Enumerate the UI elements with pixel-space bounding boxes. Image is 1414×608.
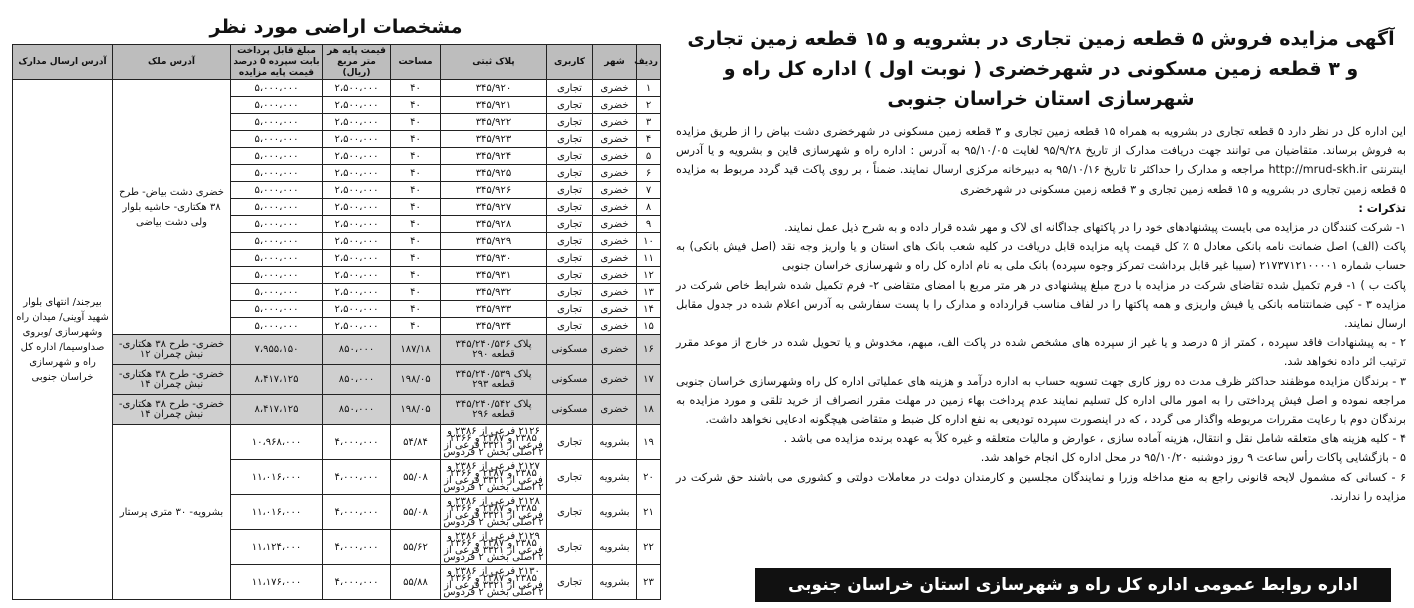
notice-paragraph: ۲ - به پیشنهادات فاقد سپرده ، کمتر از ۵ درصد و یا غیر از سپرده های مشخص شده در پاکت الف، مبهم، مخدوش و یا تحویل شده در خارج از موعد مقرر ترتیب اثر داده نخواهد شد. (676, 336, 1406, 369)
row-number-cell: ۱۳ (637, 284, 661, 301)
use-cell: تجاری (547, 250, 593, 267)
plaque-cell: پلاک ۳۴۵/۲۴۰/۵۳۹ قطعه ۲۹۳ (441, 365, 547, 395)
table-body (13, 80, 661, 600)
area-cell: ۵۵/۸۸ (391, 565, 441, 600)
price-cell: ۲،۵۰۰،۰۰۰ (323, 318, 391, 335)
price-cell: ۴،۰۰۰،۰۰۰ (323, 530, 391, 565)
notice-headline (676, 24, 1406, 114)
plaque-cell: ۳۴۵/۹۲۴ (441, 148, 547, 165)
price-cell: ۲،۵۰۰،۰۰۰ (323, 97, 391, 114)
notice-section (676, 10, 1406, 565)
use-cell: تجاری (547, 267, 593, 284)
deposit-cell: ۱۱،۰۱۶،۰۰۰ (231, 460, 323, 495)
notice-paragraph: ۵ - بازگشایی پاکات رأس ساعت ۹ روز دوشنبه ۹۵/۱۰/۲۰ در محل اداره کل انجام خواهد شد. (980, 451, 1406, 465)
price-cell: ۸۵۰،۰۰۰ (323, 395, 391, 425)
city-cell: خضری (593, 335, 637, 365)
use-cell: تجاری (547, 165, 593, 182)
plaque-cell: ۳۴۵/۹۳۱ (441, 267, 547, 284)
city-cell: خضری (593, 131, 637, 148)
city-cell: بشرویه (593, 495, 637, 530)
city-cell: خضری (593, 318, 637, 335)
plaque-cell: پلاک ۳۴۵/۲۴۰/۵۴۲ قطعه ۲۹۶ (441, 395, 547, 425)
price-cell: ۲،۵۰۰،۰۰۰ (323, 301, 391, 318)
area-cell: ۵۵/۶۲ (391, 530, 441, 565)
plaque-cell: ۲۱۲۸ فرعی از ۲۳۸۶ و ۲۳۸۵ و ۲۳۸۷ و ۲۳۶۶ فرعی از ۳۳۲۱ فرعی از ۲ اصلی بخش ۲ فردوس (441, 495, 547, 530)
city-cell: بشرویه (593, 565, 637, 600)
city-cell: خضری (593, 97, 637, 114)
price-cell: ۲،۵۰۰،۰۰۰ (323, 199, 391, 216)
area-cell: ۴۰ (391, 199, 441, 216)
plaque-cell: ۳۴۵/۹۳۰ (441, 250, 547, 267)
use-cell: تجاری (547, 425, 593, 460)
city-cell: خضری (593, 114, 637, 131)
table-title: مشخصات اراضی مورد نظر (12, 10, 660, 44)
row-number-cell: ۱۹ (637, 425, 661, 460)
city-cell: خضری (593, 267, 637, 284)
city-cell: خضری (593, 301, 637, 318)
city-cell: خضری (593, 165, 637, 182)
area-cell: ۴۰ (391, 182, 441, 199)
price-cell: ۲،۵۰۰،۰۰۰ (323, 80, 391, 97)
deposit-cell: ۵،۰۰۰،۰۰۰ (231, 250, 323, 267)
notice-paragraph: پاکت ب ) ۱- فرم تکمیل شده تقاضای شرکت در مزایده با درج مبلغ پیشنهادی در هر متر مربع با امضای متقاضی ۲- فرم تکمیل شده شرایط خاص شرکت در مزایده ۳ - کپی ضمانتنامه بانکی یا فیش واریزی و همه پاکتها را در لفاف مناسب قرارداده و مدارک را با پست سفارشی به آدرس اعلام شده در جدول مقابل ارسال نمایند. (676, 278, 1407, 331)
area-cell: ۴۰ (391, 131, 441, 148)
price-cell: ۲،۵۰۰،۰۰۰ (323, 233, 391, 250)
row-number-cell: ۲۳ (637, 565, 661, 600)
row-number-cell: ۲۲ (637, 530, 661, 565)
deposit-cell: ۸،۴۱۷،۱۲۵ (231, 365, 323, 395)
address-cell: خضری دشت بیاض- طرح ۳۸ هکتاری- حاشیه بلوار ولی دشت بیاضی (113, 80, 231, 335)
city-cell: خضری (593, 199, 637, 216)
header-area: مساحت (391, 45, 441, 80)
city-cell: بشرویه (593, 530, 637, 565)
city-cell: بشرویه (593, 425, 637, 460)
price-cell: ۸۵۰،۰۰۰ (323, 365, 391, 395)
header-row-number: ردیف (637, 45, 661, 80)
price-cell: ۲،۵۰۰،۰۰۰ (323, 267, 391, 284)
land-specs-table (12, 44, 661, 600)
use-cell: تجاری (547, 565, 593, 600)
deposit-cell: ۵،۰۰۰،۰۰۰ (231, 301, 323, 318)
area-cell: ۴۰ (391, 80, 441, 97)
area-cell: ۴۰ (391, 97, 441, 114)
row-number-cell: ۱۷ (637, 365, 661, 395)
use-cell: تجاری (547, 131, 593, 148)
area-cell: ۴۰ (391, 267, 441, 284)
area-cell: ۵۵/۰۸ (391, 495, 441, 530)
plaque-cell: ۳۴۵/۹۲۹ (441, 233, 547, 250)
row-number-cell: ۱۰ (637, 233, 661, 250)
deposit-cell: ۱۱،۱۷۶،۰۰۰ (231, 565, 323, 600)
city-cell: خضری (593, 365, 637, 395)
row-number-cell: ۲۱ (637, 495, 661, 530)
notice-paragraph: ۶ - کسانی که مشمول لایحه قانونی راجع به منع مداخله وزرا و نمایندگان مجلسین و کارمندان دولت در معاملات دولتی و کشوری می باشند حق شرکت در مزایده را ندارند. (676, 470, 1406, 503)
deposit-cell: ۱۰،۹۶۸،۰۰۰ (231, 425, 323, 460)
deposit-cell: ۱۱،۰۱۶،۰۰۰ (231, 495, 323, 530)
area-cell: ۴۰ (391, 148, 441, 165)
use-cell: تجاری (547, 233, 593, 250)
use-cell: تجاری (547, 301, 593, 318)
notes-heading: تذکرات : (1358, 201, 1406, 215)
area-cell: ۴۰ (391, 250, 441, 267)
row-number-cell: ۳ (637, 114, 661, 131)
footer-banner: اداره روابط عمومی اداره کل راه و شهرسازی استان خراسان جنوبی (755, 568, 1391, 602)
plaque-cell: ۳۴۵/۹۲۳ (441, 131, 547, 148)
address-cell: خضری- طرح ۳۸ هکتاری- نبش چمران ۱۲ (113, 335, 231, 365)
deposit-cell: ۵،۰۰۰،۰۰۰ (231, 318, 323, 335)
area-cell: ۵۵/۰۸ (391, 460, 441, 495)
deposit-cell: ۵،۰۰۰،۰۰۰ (231, 80, 323, 97)
price-cell: ۲،۵۰۰،۰۰۰ (323, 131, 391, 148)
header-address: آدرس ملک (113, 45, 231, 80)
headline-line-1: آگهی مزایده فروش ۵ قطعه زمین تجاری در بشرویه و ۱۵ قطعه زمین تجاری (687, 28, 1395, 50)
plaque-cell: پلاک ۳۴۵/۲۴۰/۵۳۶ قطعه ۲۹۰ (441, 335, 547, 365)
area-cell: ۴۰ (391, 233, 441, 250)
deposit-cell: ۵،۰۰۰،۰۰۰ (231, 148, 323, 165)
notice-body (676, 122, 1406, 506)
plaque-cell: ۳۴۵/۹۲۸ (441, 216, 547, 233)
deposit-cell: ۵،۰۰۰،۰۰۰ (231, 216, 323, 233)
area-cell: ۴۰ (391, 318, 441, 335)
price-cell: ۴،۰۰۰،۰۰۰ (323, 425, 391, 460)
use-cell: تجاری (547, 318, 593, 335)
send-address-cell: بیرجند/ انتهای بلوار شهید آوینی/ میدان راه وشهرسازی /وبروی صداوسیما/ اداره کل راه و شهرسازی خراسان جنوبی (13, 80, 113, 600)
use-cell: تجاری (547, 182, 593, 199)
city-cell: خضری (593, 216, 637, 233)
use-cell: تجاری (547, 216, 593, 233)
plaque-cell: ۲۱۲۷ فرعی از ۲۳۸۶ و ۲۳۸۵ و ۲۳۸۷ و ۲۳۶۶ فرعی از ۳۳۲۱ فرعی از ۲ اصلی بخش ۲ فردوس (441, 460, 547, 495)
price-cell: ۲،۵۰۰،۰۰۰ (323, 284, 391, 301)
plaque-cell: ۳۴۵/۹۲۰ (441, 80, 547, 97)
header-city: شهر (593, 45, 637, 80)
area-cell: ۴۰ (391, 301, 441, 318)
header-plaque: پلاک ثبتی (441, 45, 547, 80)
price-cell: ۸۵۰،۰۰۰ (323, 335, 391, 365)
row-number-cell: ۱ (637, 80, 661, 97)
row-number-cell: ۸ (637, 199, 661, 216)
plaque-cell: ۳۴۵/۹۳۳ (441, 301, 547, 318)
plaque-cell: ۳۴۵/۹۳۲ (441, 284, 547, 301)
deposit-cell: ۷،۹۵۵،۱۵۰ (231, 335, 323, 365)
area-cell: ۱۹۸/۰۵ (391, 395, 441, 425)
header-price: قیمت پایه هر متر مربع (ریال) (323, 45, 391, 80)
deposit-cell: ۵،۰۰۰،۰۰۰ (231, 114, 323, 131)
city-cell: بشرویه (593, 460, 637, 495)
notice-paragraph: ۴ - کلیه هزینه های متعلقه شامل نقل و انتقال، هزینه آماده سازی ، عوارض و مالیات متعلقه و غیره کلاً به عهده برنده مزایده می باشد . (783, 432, 1406, 446)
use-cell: تجاری (547, 148, 593, 165)
price-cell: ۴،۰۰۰،۰۰۰ (323, 460, 391, 495)
plaque-cell: ۳۴۵/۹۲۷ (441, 199, 547, 216)
plaque-cell: ۲۱۲۶ فرعی از ۲۳۸۶ و ۲۳۸۵ و ۲۳۸۷ و ۲۳۶۶ فرعی از ۳۳۲۱ فرعی از ۲ اصلی بخش ۲ فردوس (441, 425, 547, 460)
use-cell: تجاری (547, 284, 593, 301)
use-cell: تجاری (547, 114, 593, 131)
header-deposit: مبلغ قابل پرداخت بابت سپرده ۵ درصد قیمت پایه مزایده (231, 45, 323, 80)
deposit-cell: ۵،۰۰۰،۰۰۰ (231, 182, 323, 199)
use-cell: تجاری (547, 460, 593, 495)
row-number-cell: ۴ (637, 131, 661, 148)
plaque-cell: ۳۴۵/۹۲۵ (441, 165, 547, 182)
city-cell: خضری (593, 148, 637, 165)
table-header-row (13, 45, 661, 80)
notice-paragraph: این اداره کل در نظر دارد ۵ قطعه تجاری در بشرویه به همراه ۱۵ قطعه زمین تجاری و ۳ قطعه زمین مسکونی در شهرخضری دشت بیاض را از طریق مزایده به فروش برساند. متقاضیان می توانند جهت دریافت مدارک از تاریخ ۹۵/۹/۲۸ لغایت ۹۵/۱۰/۰۵ به آدرس : اداره راه و شهرسازی قاین و بشرویه و یا آدرس اینترنتی http://mrud-skh.ir مراجعه و مدارک را حداکثر تا تاریخ ۹۵/۱۰/۱۶ به دبیرخانه مرکزی ارسال نمایند. ضمناً ، بر روی پاکت قید گردد مربوط به مزایده ۵ قطعه زمین تجاری در بشرویه و ۱۵ قطعه زمین تجاری و ۳ قطعه زمین مسکونی در شهرخضری (676, 125, 1406, 196)
area-cell: ۱۹۸/۰۵ (391, 365, 441, 395)
use-cell: تجاری (547, 199, 593, 216)
price-cell: ۲،۵۰۰،۰۰۰ (323, 148, 391, 165)
notice-paragraph: ۳ - برندگان مزایده موظفند حداکثر ظرف مدت ده روز کاری جهت تسویه حساب به اداره درآمد و هزینه های عملیاتی اداره کل راه وشهرسازی خراسان جنوبی مراجعه نموده و اصل فیش پرداختی را به امور مالی اداره کل تسلیم نمایند عدم پرداخت بهاء زمین در مهلت مقرر انصراف از خرید تلقی و مورد مزایده به برندگان دوم با رعایت مقررات مربوطه واگذار می گردد ، که در اینصورت سپرده تودیعی به نفع اداره کل ضبط و متقاضی هیچگونه ادعایی نخواهد داشت. (676, 374, 1406, 427)
plaque-cell: ۲۱۳۰ فرعی از ۲۳۸۶ و ۲۳۸۵ و ۲۳۸۷ و ۲۳۶۶ فرعی از ۳۳۲۱ فرعی از ۲ اصلی بخش ۲ فردوس (441, 565, 547, 600)
city-cell: خضری (593, 284, 637, 301)
city-cell: خضری (593, 233, 637, 250)
area-cell: ۱۸۷/۱۸ (391, 335, 441, 365)
deposit-cell: ۸،۴۱۷،۱۲۵ (231, 395, 323, 425)
row-number-cell: ۱۶ (637, 335, 661, 365)
price-cell: ۲،۵۰۰،۰۰۰ (323, 250, 391, 267)
plaque-cell: ۳۴۵/۹۲۲ (441, 114, 547, 131)
notice-paragraph: پاکت (الف) اصل ضمانت نامه بانکی معادل ۵ ٪ کل قیمت پایه مزایده قابل دریافت در کلیه شعب بانک های استان و یا واریز وجه نقد (اصل فیش بانکی) به حساب شماره ۲۱۷۳۷۱۲۱۰۰۰۰۱ (سیبا غیر قابل برداشت تمرکز وجوه سپرده) بانک ملی به نام اداره کل راه و شهرسازی خراسان جنوبی (676, 240, 1407, 273)
row-number-cell: ۱۵ (637, 318, 661, 335)
plaque-cell: ۳۴۵/۹۳۴ (441, 318, 547, 335)
header-use: کاربری (547, 45, 593, 80)
deposit-cell: ۵،۰۰۰،۰۰۰ (231, 284, 323, 301)
header-send-address: آدرس ارسال مدارک (13, 45, 113, 80)
deposit-cell: ۵،۰۰۰،۰۰۰ (231, 97, 323, 114)
plaque-cell: ۳۴۵/۹۲۶ (441, 182, 547, 199)
use-cell: تجاری (547, 530, 593, 565)
price-cell: ۴،۰۰۰،۰۰۰ (323, 495, 391, 530)
address-cell: خضری- طرح ۳۸ هکتاری- نبش چمران ۱۴ (113, 395, 231, 425)
row-number-cell: ۱۲ (637, 267, 661, 284)
area-cell: ۴۰ (391, 114, 441, 131)
row-number-cell: ۷ (637, 182, 661, 199)
price-cell: ۲،۵۰۰،۰۰۰ (323, 216, 391, 233)
price-cell: ۲،۵۰۰،۰۰۰ (323, 114, 391, 131)
deposit-cell: ۱۱،۱۲۴،۰۰۰ (231, 530, 323, 565)
row-number-cell: ۶ (637, 165, 661, 182)
use-cell: مسکونی (547, 395, 593, 425)
deposit-cell: ۵،۰۰۰،۰۰۰ (231, 267, 323, 284)
land-table-section (12, 10, 660, 600)
headline-line-2: و ۳ قطعه زمین مسکونی در شهرخضری ( نوبت اول ) اداره کل راه و شهرسازی استان خراسان جنوبی (723, 58, 1359, 110)
row-number-cell: ۹ (637, 216, 661, 233)
city-cell: خضری (593, 80, 637, 97)
area-cell: ۴۰ (391, 284, 441, 301)
price-cell: ۴،۰۰۰،۰۰۰ (323, 565, 391, 600)
row-number-cell: ۲ (637, 97, 661, 114)
city-cell: خضری (593, 250, 637, 267)
price-cell: ۲،۵۰۰،۰۰۰ (323, 182, 391, 199)
use-cell: مسکونی (547, 335, 593, 365)
row-number-cell: ۱۱ (637, 250, 661, 267)
table-row (13, 80, 661, 97)
use-cell: مسکونی (547, 365, 593, 395)
deposit-cell: ۵،۰۰۰،۰۰۰ (231, 233, 323, 250)
row-number-cell: ۱۸ (637, 395, 661, 425)
deposit-cell: ۵،۰۰۰،۰۰۰ (231, 131, 323, 148)
plaque-cell: ۲۱۲۹ فرعی از ۲۳۸۶ و ۲۳۸۵ و ۲۳۸۷ و ۲۳۶۶ فرعی از ۳۳۲۱ فرعی از ۲ اصلی بخش ۲ فردوس (441, 530, 547, 565)
deposit-cell: ۵،۰۰۰،۰۰۰ (231, 199, 323, 216)
address-cell: خضری- طرح ۳۸ هکتاری- نبش چمران ۱۴ (113, 365, 231, 395)
notice-paragraph: ۱- شرکت کنندگان در مزایده می بایست پیشنهادهای خود را در پاکتهای جداگانه ای لاک و مهر شده قرار داده و به شرح ذیل عمل نمایند. (784, 221, 1406, 235)
use-cell: تجاری (547, 97, 593, 114)
plaque-cell: ۳۴۵/۹۲۱ (441, 97, 547, 114)
address-cell: بشرویه- ۳۰ متری پرستار (113, 425, 231, 600)
city-cell: خضری (593, 395, 637, 425)
area-cell: ۴۰ (391, 216, 441, 233)
area-cell: ۵۴/۸۴ (391, 425, 441, 460)
row-number-cell: ۲۰ (637, 460, 661, 495)
use-cell: تجاری (547, 495, 593, 530)
price-cell: ۲،۵۰۰،۰۰۰ (323, 165, 391, 182)
row-number-cell: ۵ (637, 148, 661, 165)
city-cell: خضری (593, 182, 637, 199)
use-cell: تجاری (547, 80, 593, 97)
area-cell: ۴۰ (391, 165, 441, 182)
deposit-cell: ۵،۰۰۰،۰۰۰ (231, 165, 323, 182)
row-number-cell: ۱۴ (637, 301, 661, 318)
